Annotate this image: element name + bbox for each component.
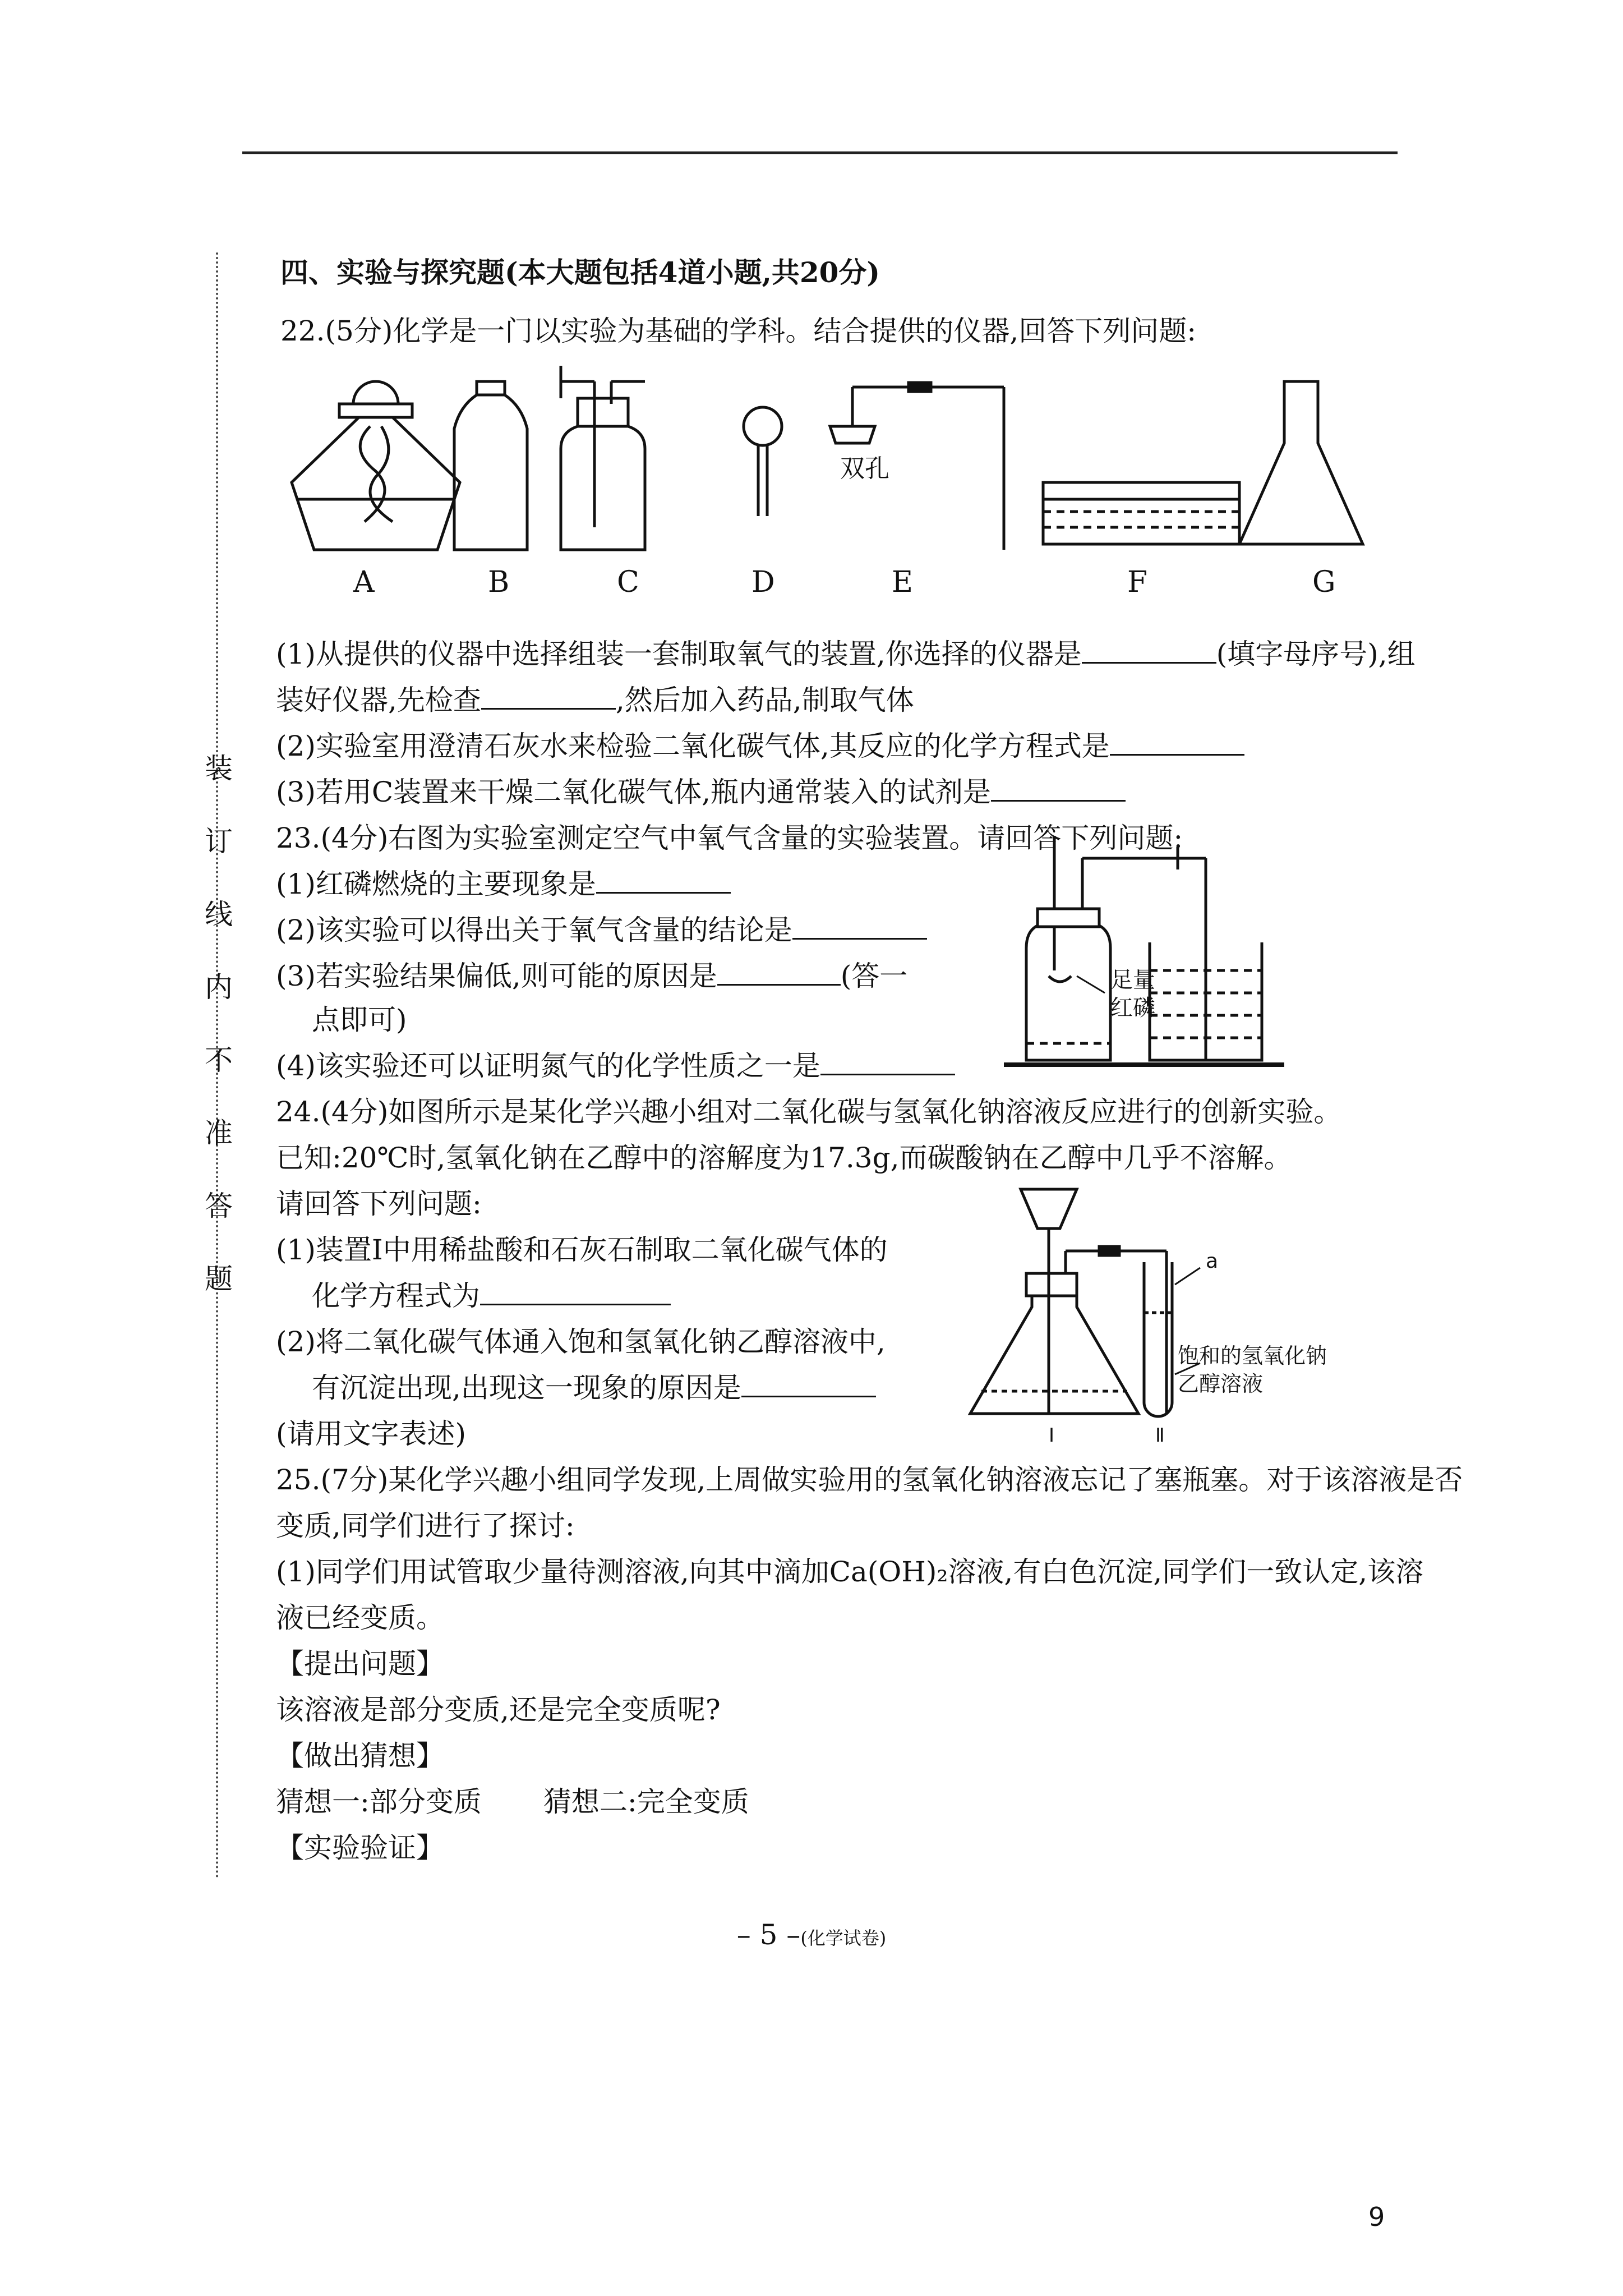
q23-sub2: (2)该实验可以得出关于氧气含量的结论是: [276, 913, 927, 947]
binding-char: 题: [205, 1263, 233, 1295]
q24-stem: 24.(4分)如图所示是某化学兴趣小组对二氧化碳与氢氧化钠溶液反应进行的创新实验。: [276, 1096, 1342, 1128]
q22-sub2: (2)实验室用澄清石灰水来检验二氧化碳气体,其反应的化学方程式是: [276, 729, 1244, 763]
apparatus-label: B: [488, 565, 510, 599]
fig-label-a: a: [1206, 1250, 1219, 1273]
apparatus-label: A: [353, 565, 375, 599]
gas-jar-icon: [454, 381, 527, 550]
page-number: 9: [1368, 2202, 1385, 2232]
apparatus-label: D: [751, 565, 775, 599]
q25-p1-line2: 液已经变质。: [276, 1602, 444, 1634]
heading-raise-question: 【提出问题】: [276, 1648, 444, 1680]
q22-sub3: (3)若用C装置来干燥二氧化碳气体,瓶内通常装入的试剂是: [276, 775, 1126, 809]
q23-sub1: (1)红磷燃烧的主要现象是: [276, 867, 731, 901]
heading-verification: 【实验验证】: [276, 1832, 444, 1864]
section-title: 四、实验与探究题(本大题包括4道小题,共20分): [280, 256, 880, 289]
binding-margin-text: [199, 746, 238, 1297]
q22-sub1-line1: (1)从提供的仪器中选择组装一套制取氧气的装置,你选择的仪器是 (填字母序号),组: [276, 638, 1415, 670]
q25-stem-line2: 变质,同学们进行了探讨:: [276, 1510, 575, 1542]
binding-char: 准: [205, 1117, 233, 1149]
fig-label-phosphorus-2: 红磷: [1110, 995, 1155, 1021]
q24-sub1-line2: 化学方程式为: [312, 1279, 671, 1313]
apparatus-label: F: [1127, 565, 1148, 599]
binding-char: 不: [205, 1044, 233, 1076]
binding-char: 内: [205, 971, 233, 1004]
alcohol-lamp-icon: [292, 381, 460, 550]
q22-stem: 22.(5分)化学是一门以实验为基础的学科。结合提供的仪器,回答下列问题:: [280, 315, 1197, 347]
fig-label-device-1: Ⅰ: [1049, 1424, 1055, 1447]
q23-stem: 23.(4分)右图为实验室测定空气中氧气含量的实验装置。请回答下列问题:: [276, 822, 1183, 854]
header-rule: [242, 151, 1398, 154]
hypotheses: 猜想一:部分变质 猜想二:完全变质: [276, 1786, 749, 1818]
gas-washing-bottle-icon: [561, 366, 645, 550]
q25-stem-line1: 25.(7分)某化学兴趣小组同学发现,上周做实验用的氢氧化钠溶液忘记了塞瓶塞。对于该溶液是否: [276, 1464, 1463, 1496]
q23-apparatus-figure: [1004, 825, 1453, 1071]
q24-sub2-line2: 有沉淀出现,出现这一现象的原因是: [312, 1371, 876, 1405]
page-footer: – 5 –(化学试卷): [736, 1918, 887, 1951]
dropper-bulb-icon: [744, 407, 782, 516]
q22-sub1-line2: 装好仪器,先检查 ,然后加入药品,制取气体: [276, 684, 914, 716]
apparatus-label: G: [1312, 565, 1336, 599]
fig-label-device-2: Ⅱ: [1155, 1424, 1165, 1447]
water-trough-icon: [1043, 482, 1239, 544]
q24-apparatus-figure: [953, 1178, 1413, 1447]
q25-p1-line1: (1)同学们用试管取少量待测溶液,向其中滴加Ca(OH)₂溶液,有白色沉淀,同学们一致认定,该溶: [276, 1556, 1424, 1588]
binding-char: 订: [205, 825, 233, 858]
fig-label-solution-1: 饱和的氢氧化钠: [1178, 1343, 1327, 1368]
conical-flask-icon: [1239, 381, 1363, 544]
q23-sub3: (3)若实验结果偏低,则可能的原因是 (答一: [276, 960, 908, 992]
q24-sub2-line3: (请用文字表述): [276, 1418, 467, 1450]
apparatus-label: C: [617, 565, 639, 599]
q23-sub4: (4)该实验还可以证明氮气的化学性质之一是: [276, 1049, 955, 1083]
q24-sub1-line1: (1)装置Ⅰ中用稀盐酸和石灰石制取二氧化碳气体的: [276, 1234, 888, 1266]
fig-label-solution-2: 乙醇溶液: [1178, 1372, 1264, 1396]
q24-prompt: 请回答下列问题:: [276, 1188, 482, 1220]
stopper-tag: 双孔: [840, 454, 889, 483]
question-text: 该溶液是部分变质,还是完全变质呢?: [276, 1694, 721, 1726]
binding-char: 答: [205, 1190, 233, 1222]
q24-sub2-line1: (2)将二氧化碳气体通入饱和氢氧化钠乙醇溶液中,: [276, 1326, 886, 1358]
heading-hypothesis: 【做出猜想】: [276, 1740, 444, 1772]
binding-char: 装: [205, 752, 233, 785]
q22-apparatus-figure: [275, 365, 1424, 567]
q24-known: 已知:20℃时,氢氧化钠在乙醇中的溶解度为17.3g,而碳酸钠在乙醇中几乎不溶解。: [276, 1142, 1292, 1174]
apparatus-label: E: [892, 565, 913, 599]
fig-label-phosphorus-1: 足量: [1110, 967, 1155, 993]
q23-sub3-cont: 点即可): [312, 1004, 407, 1036]
binding-char: 线: [205, 898, 233, 931]
